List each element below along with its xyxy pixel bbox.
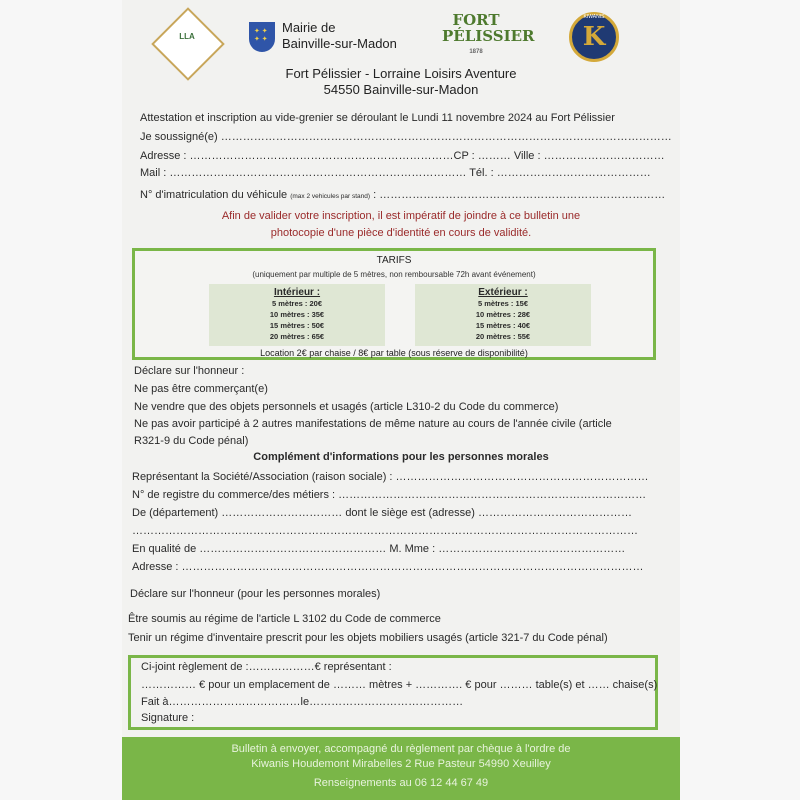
title-line-2: 54550 Bainville-sur-Madon — [323, 82, 479, 97]
price-row: 15 mètres : 50€ — [269, 321, 325, 330]
notice-line-1: Afin de valider votre inscription, il est impératif de joindre à ce bulletin une — [221, 210, 581, 222]
mairie-line-2: Bainville-sur-Madon — [282, 36, 397, 51]
price-row: 10 mètres : 35€ — [269, 310, 325, 319]
adresse-field: Adresse : ………………………………………………………………CP : ……… Ville : …………………………… — [140, 150, 665, 162]
declaration-item: R321-9 du Code pénal) — [134, 435, 249, 447]
immatriculation-field — [140, 189, 665, 201]
flyer-sheet — [122, 0, 680, 800]
footer-line-1: Bulletin à envoyer, accompagné du règlement par chèque à l'ordre de — [231, 743, 571, 755]
association-logo-text: LLA — [179, 32, 195, 41]
tarifs-subtitle: (uniquement par multiple de 5 mètres, non remboursable 72h avant événement) — [252, 270, 536, 279]
mairie-shield-icon — [249, 22, 275, 52]
exterieur-heading: Extérieur : — [478, 287, 528, 298]
mairie-name — [282, 20, 397, 52]
declaration-item: Ne pas être commerçant(e) — [134, 383, 268, 395]
price-row: 10 mètres : 28€ — [475, 310, 531, 319]
background-right — [680, 0, 800, 800]
immat-dots: : …………………………………………………………………… — [373, 189, 666, 201]
notice-line-2: photocopie d'une pièce d'identité en cours de validité. — [270, 227, 532, 239]
reglement-amount: Ci-joint règlement de :………………€ représentant : — [141, 661, 392, 673]
registre-field: N° de registre du commerce/des métiers : ………………………………………………………………………… — [132, 489, 647, 501]
price-row: 20 mètres : 65€ — [269, 332, 325, 341]
declaration-heading: Déclare sur l'honneur : — [134, 365, 245, 377]
footer-line-2: Kiwanis Houdemont Mirabelles 2 Rue Pasteur 54990 Xeuilley — [251, 758, 551, 770]
reglement-box — [128, 655, 658, 730]
immat-label: N° d'imatriculation du véhicule — [140, 189, 288, 201]
price-row: 5 mètres : 20€ — [271, 299, 323, 308]
id-notice — [122, 208, 680, 242]
soussigne-field: Je soussigné(e) …………………………………………………………………………………………………………… — [140, 131, 672, 143]
tarifs-title: TARIFS — [376, 255, 412, 266]
fort-logo-year: 1878 — [469, 49, 483, 55]
declaration-item: Ne vendre que des objets personnels et usagés (article L310-2 du Code du commerce) — [134, 401, 559, 413]
declaration-morales-item: Être soumis au régime de l'article L 3102 du Code de commerce — [128, 613, 441, 625]
price-row: 5 mètres : 15€ — [477, 299, 529, 308]
declaration-morales-item: Tenir un régime d'inventaire prescrit pour les objets mobiliers usagés (article 321-7 du Code pénal) — [128, 632, 608, 644]
footer-line-3: Renseignements au 06 12 44 67 49 — [313, 777, 489, 789]
logo-bar — [122, 10, 680, 68]
tarifs-footer: Location 2€ par chaise / 8€ par table (sous réserve de disponibilité) — [260, 348, 528, 358]
interieur-heading: Intérieur : — [273, 287, 321, 298]
morales-adresse-field: Adresse : ……………………………………………………………………………………………………………… — [132, 561, 644, 573]
departement-field: De (département) …………………………… dont le siège est (adresse) …………………………………… — [132, 507, 633, 519]
fort-pelissier-logo — [442, 11, 535, 64]
fort-logo-line-1: FORT — [452, 11, 500, 29]
representant-field: Représentant la Société/Association (raison sociale) : …………………………………………………………… — [132, 471, 649, 483]
kiwanis-logo-label: KIWANIS — [583, 14, 605, 20]
price-row: 15 mètres : 40€ — [475, 321, 531, 330]
fait-a-field: Fait à………………………………le…………………………………… — [141, 696, 464, 708]
mairie-line-1: Mairie de — [282, 20, 336, 35]
morales-heading: Complément d'informations pour les personnes morales — [253, 451, 549, 463]
immat-note: (max 2 vehicules par stand) — [290, 193, 371, 200]
price-row: 20 mètres : 55€ — [475, 332, 531, 341]
tarifs-box — [132, 248, 656, 360]
declaration-item: Ne pas avoir participé à 2 autres manifestations de même nature au cours de l'année civile (article — [134, 418, 612, 430]
form-intro: Attestation et inscription au vide-grenier se déroulant le Lundi 11 novembre 2024 au Fort Pélissier — [140, 112, 615, 124]
interieur-prices — [209, 284, 385, 346]
footer-banner — [122, 737, 680, 800]
reglement-detail: …………… € pour un emplacement de ……… mètres + …………. € pour ……… table(s) et …… chaise(s) — [141, 679, 658, 691]
exterieur-prices — [415, 284, 591, 346]
background-left — [0, 0, 122, 800]
blank-line-field: ………………………………………………………………………………………………………………………… — [132, 525, 638, 537]
title-line-1: Fort Pélissier - Lorraine Loisirs Aventure — [285, 66, 517, 81]
mail-field: Mail : ……………………………………………………………………… Tél. : …………………………………… — [140, 167, 651, 179]
qualite-field: En qualité de …………………………………………… M. Mme : …………………………………………… — [132, 543, 626, 555]
kiwanis-logo: K — [569, 12, 619, 62]
signature-field: Signature : — [141, 712, 195, 724]
fort-logo-line-2: PÉLISSIER — [442, 27, 535, 45]
declaration-morales-heading: Déclare sur l'honneur (pour les personnes morales) — [130, 588, 381, 600]
page-title — [122, 66, 680, 98]
